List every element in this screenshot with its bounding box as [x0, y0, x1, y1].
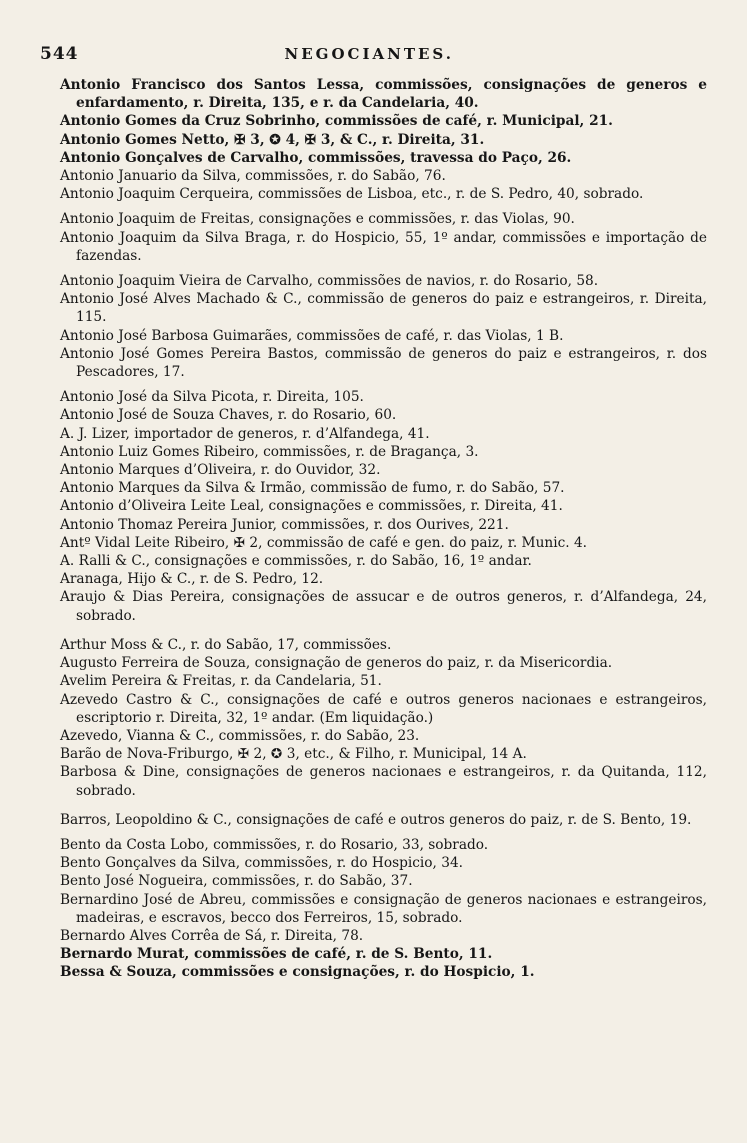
merchant-entry: Antonio Joaquim Vieira de Carvalho, commissões de navios, r. do Rosario, 58. — [60, 273, 599, 290]
merchant-entry: Antonio Francisco dos Santos Lessa, commissões, consignações de generos e enfardamento, r. Direita, 135, e r. da Candelaria, 40. — [60, 77, 707, 112]
merchant-entry: Antonio Gomes Netto, ✠ 3, ✪ 4, ✠ 3, & C., r. Direita, 31. — [60, 131, 485, 148]
merchant-entry: Aranaga, Hijo & C., r. de S. Pedro, 12. — [60, 571, 324, 588]
merchant-entry: Antonio José de Souza Chaves, r. do Rosario, 60. — [60, 407, 397, 424]
merchant-entry: Antonio José da Silva Picota, r. Direita, 105. — [60, 389, 364, 406]
page-header — [40, 44, 707, 72]
merchant-entry: Antonio Marques d’Oliveira, r. do Ouvidor, 32. — [60, 462, 381, 479]
merchant-entry: Antonio Thomaz Pereira Junior, commissões, r. dos Ourives, 221. — [60, 516, 509, 533]
page-number: 544 — [40, 44, 79, 64]
merchant-entry: Bento Gonçalves da Silva, commissões, r. do Hospicio, 34. — [60, 855, 464, 872]
merchant-list — [60, 76, 707, 982]
merchant-entry: Antonio Marques da Silva & Irmão, commissão de fumo, r. do Sabão, 57. — [60, 480, 565, 497]
merchant-entry: Antonio Luiz Gomes Ribeiro, commissões, r. de Bragança, 3. — [60, 443, 479, 460]
merchant-entry: Antonio Januario da Silva, commissões, r. do Sabão, 76. — [60, 168, 446, 185]
merchant-entry: Araujo & Dias Pereira, consignações de assucar e de outros generos, r. d’Alfandega, 24, sobrado. — [60, 589, 707, 624]
merchant-entry: A. Ralli & C., consignações e commissões, r. do Sabão, 16, 1º andar. — [60, 553, 532, 570]
merchant-entry: Bernardino José de Abreu, commissões e consignação de generos nacionaes e estrangeiros, madeiras, e escravos, becco dos Ferreiros, 15, sobrado. — [60, 891, 707, 926]
merchant-entry: Barbosa & Dine, consignações de generos nacionaes e estrangeiros, r. da Quitanda, 112, sobrado. — [60, 764, 707, 799]
merchant-entry: Bernardo Murat, commissões de café, r. de S. Bento, 11. — [60, 946, 493, 963]
merchant-entry: Antonio José Gomes Pereira Bastos, commissão de generos do paiz e estrangeiros, r. dos Pescadores, 17. — [60, 345, 707, 381]
merchant-entry: Antonio Joaquim da Silva Braga, r. do Hospicio, 55, 1º andar, commissões e importação de fazendas. — [60, 229, 707, 264]
merchant-entry: Bento da Costa Lobo, commissões, r. do Rosario, 33, sobrado. — [60, 836, 489, 853]
merchant-entry: Bernardo Alves Corrêa de Sá, r. Direita, 78. — [60, 927, 364, 944]
merchant-entry: Antº Vidal Leite Ribeiro, ✠ 2, commissão de café e gen. do paiz, r. Munic. 4. — [60, 534, 588, 551]
merchant-entry: Augusto Ferreira de Souza, consignação de generos do paiz, r. da Misericordia. — [60, 655, 613, 672]
merchant-entry: Bessa & Souza, commissões e consignações, r. do Hospicio, 1. — [60, 964, 535, 981]
merchant-entry: Antonio Joaquim de Freitas, consignações e commissões, r. das Violas, 90. — [60, 211, 575, 228]
merchant-entry: Antonio José Alves Machado & C., commissão de generos do paiz e estrangeiros, r. Direita, 115. — [60, 291, 707, 326]
merchant-entry: Avelim Pereira & Freitas, r. da Candelaria, 51. — [60, 673, 382, 690]
merchant-entry: Antonio d’Oliveira Leite Leal, consignações e commissões, r. Direita, 41. — [60, 498, 563, 515]
merchant-entry: Azevedo, Vianna & C., commissões, r. do Sabão, 23. — [60, 727, 420, 744]
running-title: NEGOCIANTES. — [284, 45, 454, 63]
merchant-entry: Azevedo Castro & C., consignações de café e outros generos nacionaes e estrangeiros, escriptorio r. Direita, 32, 1º andar. (Em liquidação.) — [60, 691, 707, 726]
merchant-entry: Antonio Gonçalves de Carvalho, commissões, travessa do Paço, 26. — [60, 149, 572, 166]
merchant-entry: Antonio Joaquim Cerqueira, commissões de Lisboa, etc., r. de S. Pedro, 40, sobrado. — [60, 186, 644, 203]
merchant-entry: Bento José Nogueira, commissões, r. do Sabão, 37. — [60, 873, 413, 890]
merchant-entry: Barão de Nova-Friburgo, ✠ 2, ✪ 3, etc., & Filho, r. Municipal, 14 A. — [60, 746, 527, 763]
merchant-entry: Arthur Moss & C., r. do Sabão, 17, commissões. — [60, 636, 392, 653]
merchant-entry: Antonio Gomes da Cruz Sobrinho, commissões de café, r. Municipal, 21. — [60, 113, 613, 130]
merchant-entry: Antonio José Barbosa Guimarães, commissões de café, r. das Violas, 1 B. — [60, 327, 564, 344]
merchant-entry: Barros, Leopoldino & C., consignações de café e outros generos do paiz, r. de S. Bento, 19. — [60, 811, 692, 828]
merchant-entry: A. J. Lizer, importador de generos, r. d’Alfandega, 41. — [60, 425, 430, 442]
